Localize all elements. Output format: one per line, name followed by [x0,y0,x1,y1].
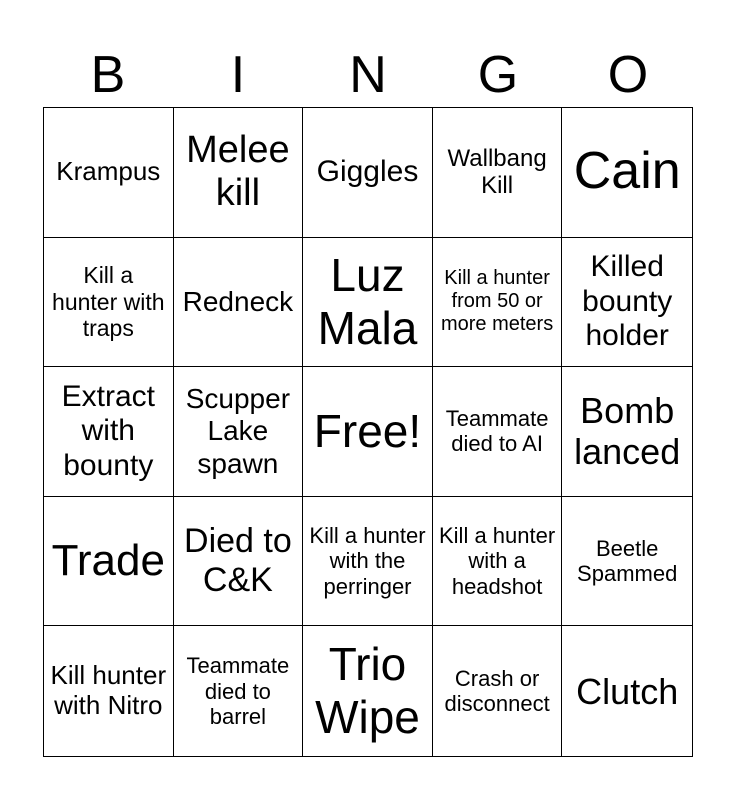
bingo-cell-i1[interactable] [174,108,304,238]
bingo-cell-n4[interactable] [303,497,433,627]
bingo-cell-o3[interactable] [562,367,692,497]
bingo-cell-n1[interactable] [303,108,433,238]
bingo-cell-i4[interactable] [174,497,304,627]
bingo-cell-text: Kill hunter with Nitro [50,660,167,721]
bingo-cell-i2[interactable] [174,238,304,368]
bingo-cell-text: Teammate died to barrel [186,653,290,729]
bingo-cell-text: Trio Wipe [315,638,420,744]
bingo-cell-text: Extract with bounty [61,379,155,482]
bingo-cell-text: Melee kill [186,128,290,215]
bingo-cell-text: Kill a hunter with traps [52,262,165,342]
bingo-cell-text: Cain [573,142,681,201]
bingo-cell-b3[interactable] [44,367,174,497]
bingo-cell-text: Kill a hunter from 50 or more meters [440,267,554,336]
bingo-cell-o4[interactable] [562,497,692,627]
bingo-cell-g5[interactable] [433,626,563,756]
bingo-cell-text: Krampus [56,156,161,187]
bingo-cell-b4[interactable] [44,497,174,627]
bingo-cell-text: Crash or disconnect [444,665,550,717]
bingo-cell-text: Redneck [182,285,294,317]
bingo-header [43,44,693,106]
header-letter-o: O [607,46,649,104]
bingo-cell-g2[interactable] [433,238,563,368]
header-letter-n: N [349,46,387,104]
bingo-board [43,107,693,757]
bingo-cell-text: Beetle Spammed [577,535,678,587]
bingo-cell-text: Scupper Lake spawn [185,383,291,479]
header-letter-b: B [90,46,126,104]
bingo-cell-g4[interactable] [433,497,563,627]
bingo-cell-n5[interactable] [303,626,433,756]
bingo-cell-o2[interactable] [562,238,692,368]
bingo-cell-text: Killed bounty holder [582,250,673,353]
bingo-cell-text: Teammate died to AI [445,406,549,457]
bingo-cell-b5[interactable] [44,626,174,756]
bingo-cell-text: Giggles [316,155,419,189]
bingo-cell-o1[interactable] [562,108,692,238]
bingo-cell-b2[interactable] [44,238,174,368]
header-letter-i: I [230,46,246,104]
bingo-cell-text: Clutch [576,670,679,712]
bingo-cell-g1[interactable] [433,108,563,238]
bingo-cell-b1[interactable] [44,108,174,238]
bingo-cell-text: Kill a hunter with a headshot [439,523,556,599]
bingo-cell-g3[interactable] [433,367,563,497]
bingo-cell-text: Died to C&K [184,522,292,600]
bingo-cell-text: Wallbang Kill [447,144,547,200]
bingo-cell-i5[interactable] [174,626,304,756]
header-letter-g: G [477,46,519,104]
bingo-cell-o5[interactable] [562,626,692,756]
bingo-cell-text: Bomb lanced [574,390,681,473]
bingo-cell-n2[interactable] [303,238,433,368]
bingo-cell-text: Luz Mala [317,249,418,354]
bingo-cell-n3[interactable] [303,367,433,497]
bingo-cell-text: Kill a hunter with the perringer [309,523,426,599]
bingo-cell-text: Trade [51,535,165,585]
bingo-cell-i3[interactable] [174,367,304,497]
bingo-cell-text: Free! [313,405,422,458]
